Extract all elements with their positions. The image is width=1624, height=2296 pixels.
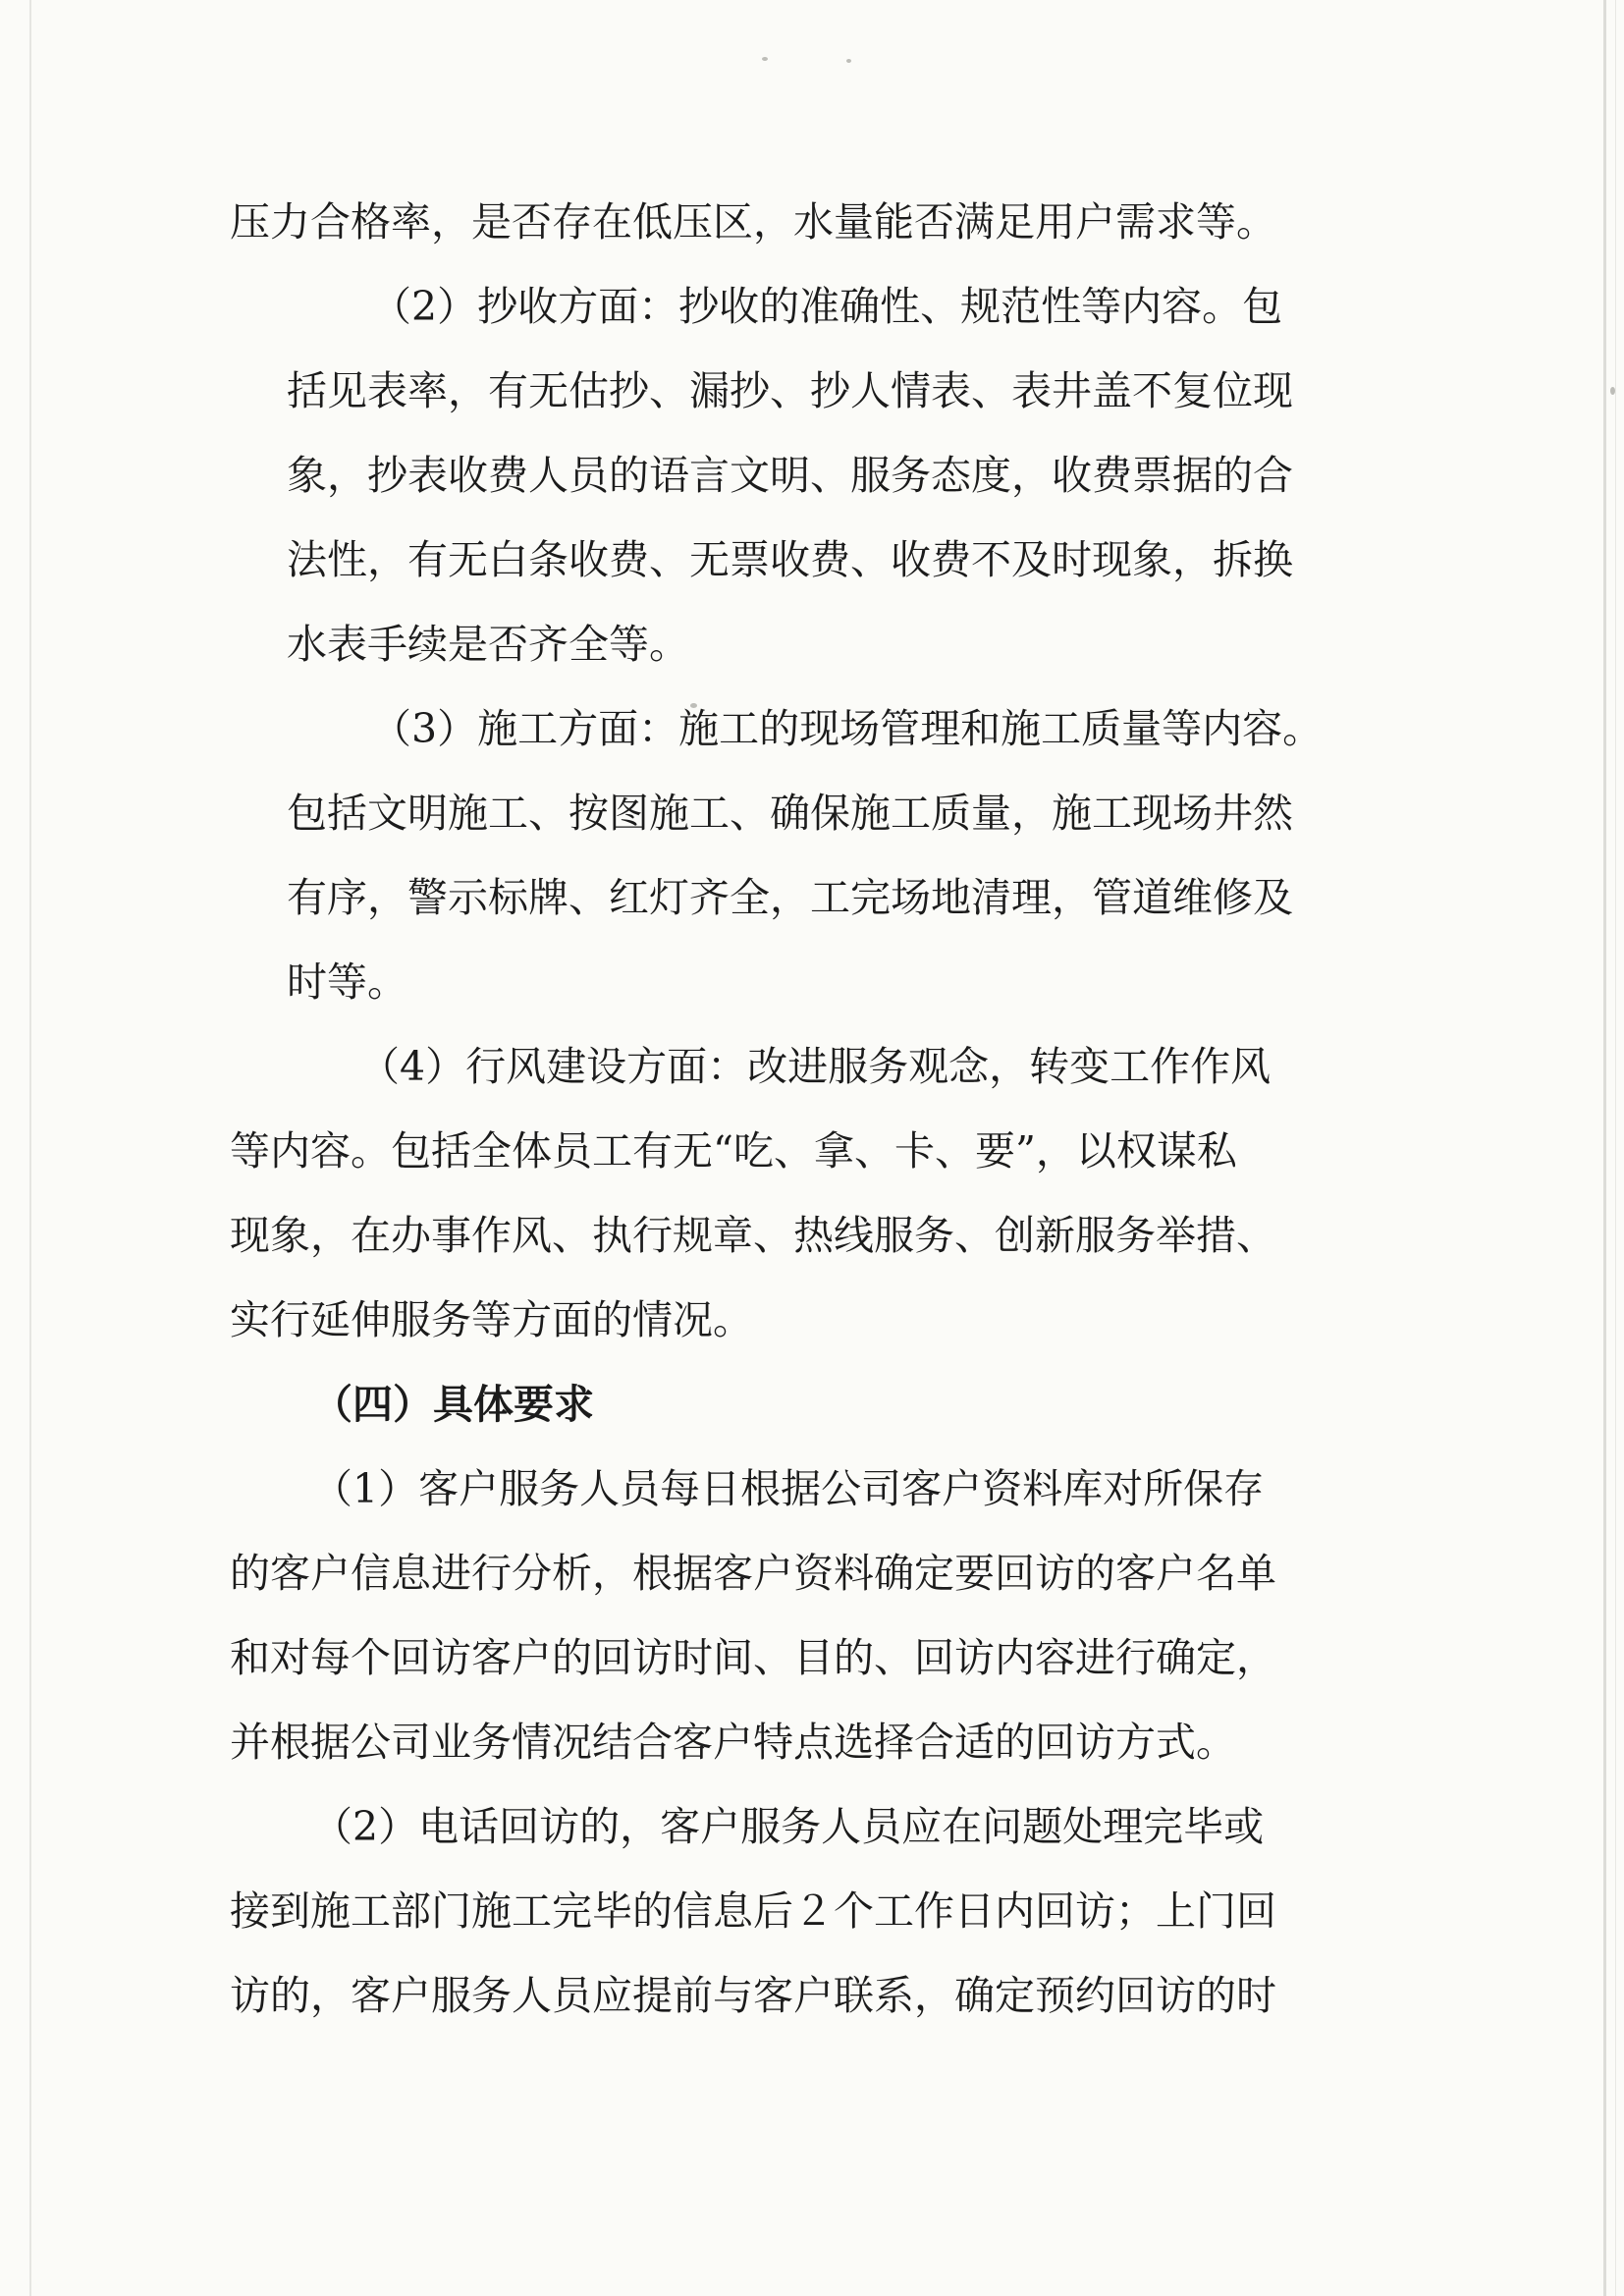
text-line-20: （2）电话回访的，客户服务人员应在问题处理完毕或 (312, 1803, 1265, 1850)
scan-speck (846, 59, 851, 63)
text-line-5: 法性，有无白条收费、无票收费、收费不及时现象，拆换 (287, 536, 1293, 583)
text-line-18: 和对每个回访客户的回访时间、目的、回访内容进行确定， (230, 1634, 1276, 1681)
text-line-11: （4）行风建设方面：改进服务观念，转变工作作风 (359, 1043, 1272, 1090)
scan-edge-left (29, 0, 31, 2296)
text-line-19: 并根据公司业务情况结合客户特点选择合适的回访方式。 (230, 1719, 1236, 1766)
text-line-7: （3）施工方面：施工的现场管理和施工质量等内容。 (371, 705, 1324, 752)
text-line-6: 水表手续是否齐全等。 (287, 621, 689, 668)
text-line-14: 实行延伸服务等方面的情况。 (230, 1296, 753, 1343)
text-line-16: （1）客户服务人员每日根据公司客户资料库对所保存 (312, 1465, 1265, 1512)
scan-edge-right-inner (1615, 0, 1616, 2296)
text-line-4: 象，抄表收费人员的语言文明、服务态度，收费票据的合 (287, 452, 1293, 499)
text-line-9: 有序，警示标牌、红灯齐全，工完场地清理，管道维修及 (287, 874, 1293, 921)
text-line-10: 时等。 (287, 958, 407, 1006)
text-line-3: 括见表率，有无估抄、漏抄、抄人情表、表井盖不复位现 (287, 367, 1293, 414)
text-line-21: 接到施工部门施工完毕的信息后２个工作日内回访；上门回 (230, 1887, 1276, 1935)
text-line-17: 的客户信息进行分析，根据客户资料确定要回访的客户名单 (230, 1550, 1276, 1597)
scan-speck (1610, 387, 1615, 395)
text-line-13: 现象，在办事作风、执行规章、热线服务、创新服务举措、 (230, 1212, 1276, 1259)
scan-edge-right (1603, 0, 1606, 2296)
text-line-2: （2）抄收方面：抄收的准确性、规范性等内容。包 (371, 283, 1283, 330)
text-line-8: 包括文明施工、按图施工、确保施工质量，施工现场井然 (287, 790, 1293, 837)
text-line-1: 压力合格率，是否存在低压区，水量能否满足用户需求等。 (230, 198, 1276, 246)
section-heading: （四）具体要求 (312, 1381, 594, 1428)
scan-speck (762, 57, 768, 61)
text-line-22: 访的，客户服务人员应提前与客户联系，确定预约回访的时 (230, 1972, 1276, 2019)
text-line-12: 等内容。包括全体员工有无“吃、拿、卡、要”，以权谋私 (230, 1127, 1237, 1175)
